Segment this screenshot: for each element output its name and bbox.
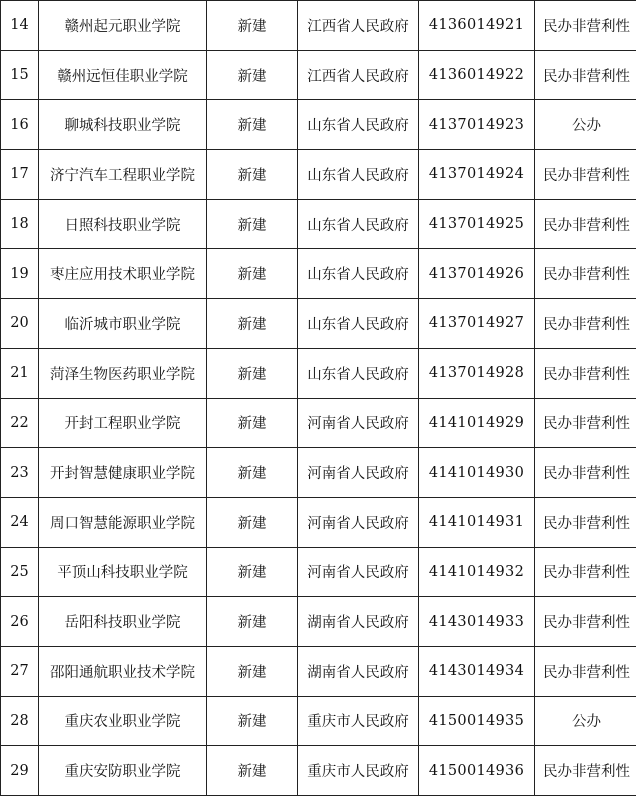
competent-authority-cell: 山东省人民政府 (298, 100, 419, 150)
school-code-cell: 4136014921 (419, 1, 535, 51)
establishment-type-cell: 新建 (207, 448, 298, 498)
row-index-cell: 28 (1, 696, 39, 746)
establishment-type-cell: 新建 (207, 100, 298, 150)
table-row (1, 50, 636, 100)
school-nature-cell: 民办非营利性 (535, 597, 636, 647)
table-row (1, 299, 636, 349)
college-name-cell: 周口智慧能源职业学院 (39, 497, 207, 547)
row-index-cell: 22 (1, 398, 39, 448)
table-row (1, 1, 636, 51)
college-table-body (1, 1, 636, 796)
school-nature-cell: 民办非营利性 (535, 448, 636, 498)
establishment-type-cell: 新建 (207, 696, 298, 746)
competent-authority-cell: 山东省人民政府 (298, 249, 419, 299)
college-name-cell: 枣庄应用技术职业学院 (39, 249, 207, 299)
school-nature-cell: 公办 (535, 100, 636, 150)
establishment-type-cell: 新建 (207, 398, 298, 448)
table-row (1, 696, 636, 746)
school-nature-cell: 民办非营利性 (535, 50, 636, 100)
school-nature-cell: 民办非营利性 (535, 150, 636, 200)
establishment-type-cell: 新建 (207, 249, 298, 299)
college-name-cell: 开封智慧健康职业学院 (39, 448, 207, 498)
row-index-cell: 18 (1, 199, 39, 249)
table-row (1, 199, 636, 249)
competent-authority-cell: 湖南省人民政府 (298, 597, 419, 647)
establishment-type-cell: 新建 (207, 50, 298, 100)
school-nature-cell: 民办非营利性 (535, 249, 636, 299)
competent-authority-cell: 重庆市人民政府 (298, 746, 419, 796)
row-index-cell: 15 (1, 50, 39, 100)
college-name-cell: 赣州起元职业学院 (39, 1, 207, 51)
row-index-cell: 16 (1, 100, 39, 150)
school-nature-cell: 民办非营利性 (535, 497, 636, 547)
competent-authority-cell: 山东省人民政府 (298, 150, 419, 200)
school-code-cell: 4143014934 (419, 646, 535, 696)
school-code-cell: 4136014922 (419, 50, 535, 100)
establishment-type-cell: 新建 (207, 746, 298, 796)
table-row (1, 150, 636, 200)
school-nature-cell: 民办非营利性 (535, 1, 636, 51)
college-name-cell: 重庆农业职业学院 (39, 696, 207, 746)
school-code-cell: 4141014930 (419, 448, 535, 498)
school-code-cell: 4137014928 (419, 348, 535, 398)
school-nature-cell: 公办 (535, 696, 636, 746)
competent-authority-cell: 湖南省人民政府 (298, 646, 419, 696)
college-name-cell: 临沂城市职业学院 (39, 299, 207, 349)
establishment-type-cell: 新建 (207, 150, 298, 200)
college-name-cell: 开封工程职业学院 (39, 398, 207, 448)
college-name-cell: 邵阳通航职业技术学院 (39, 646, 207, 696)
establishment-type-cell: 新建 (207, 348, 298, 398)
school-nature-cell: 民办非营利性 (535, 299, 636, 349)
school-nature-cell: 民办非营利性 (535, 199, 636, 249)
table-row (1, 398, 636, 448)
college-name-cell: 平顶山科技职业学院 (39, 547, 207, 597)
college-name-cell: 济宁汽车工程职业学院 (39, 150, 207, 200)
school-code-cell: 4141014931 (419, 497, 535, 547)
college-name-cell: 岳阳科技职业学院 (39, 597, 207, 647)
school-nature-cell: 民办非营利性 (535, 746, 636, 796)
establishment-type-cell: 新建 (207, 646, 298, 696)
school-code-cell: 4150014935 (419, 696, 535, 746)
competent-authority-cell: 河南省人民政府 (298, 448, 419, 498)
establishment-type-cell: 新建 (207, 1, 298, 51)
row-index-cell: 27 (1, 646, 39, 696)
row-index-cell: 29 (1, 746, 39, 796)
competent-authority-cell: 江西省人民政府 (298, 1, 419, 51)
table-row (1, 448, 636, 498)
school-code-cell: 4141014929 (419, 398, 535, 448)
competent-authority-cell: 山东省人民政府 (298, 348, 419, 398)
competent-authority-cell: 河南省人民政府 (298, 547, 419, 597)
college-name-cell: 聊城科技职业学院 (39, 100, 207, 150)
row-index-cell: 17 (1, 150, 39, 200)
school-code-cell: 4143014933 (419, 597, 535, 647)
table-row (1, 100, 636, 150)
row-index-cell: 21 (1, 348, 39, 398)
school-code-cell: 4137014927 (419, 299, 535, 349)
school-nature-cell: 民办非营利性 (535, 547, 636, 597)
establishment-type-cell: 新建 (207, 597, 298, 647)
school-nature-cell: 民办非营利性 (535, 398, 636, 448)
competent-authority-cell: 山东省人民政府 (298, 199, 419, 249)
college-name-cell: 日照科技职业学院 (39, 199, 207, 249)
college-name-cell: 重庆安防职业学院 (39, 746, 207, 796)
table-row (1, 646, 636, 696)
school-code-cell: 4137014923 (419, 100, 535, 150)
table-row (1, 497, 636, 547)
table-row (1, 746, 636, 796)
establishment-type-cell: 新建 (207, 299, 298, 349)
competent-authority-cell: 江西省人民政府 (298, 50, 419, 100)
college-name-cell: 菏泽生物医药职业学院 (39, 348, 207, 398)
row-index-cell: 14 (1, 1, 39, 51)
row-index-cell: 24 (1, 497, 39, 547)
school-code-cell: 4150014936 (419, 746, 535, 796)
table-row (1, 348, 636, 398)
row-index-cell: 23 (1, 448, 39, 498)
row-index-cell: 26 (1, 597, 39, 647)
school-code-cell: 4137014924 (419, 150, 535, 200)
competent-authority-cell: 河南省人民政府 (298, 398, 419, 448)
row-index-cell: 19 (1, 249, 39, 299)
school-nature-cell: 民办非营利性 (535, 646, 636, 696)
competent-authority-cell: 山东省人民政府 (298, 299, 419, 349)
school-code-cell: 4141014932 (419, 547, 535, 597)
row-index-cell: 20 (1, 299, 39, 349)
establishment-type-cell: 新建 (207, 547, 298, 597)
table-row (1, 547, 636, 597)
table-row (1, 597, 636, 647)
competent-authority-cell: 河南省人民政府 (298, 497, 419, 547)
table-row (1, 249, 636, 299)
establishment-type-cell: 新建 (207, 199, 298, 249)
establishment-type-cell: 新建 (207, 497, 298, 547)
competent-authority-cell: 重庆市人民政府 (298, 696, 419, 746)
college-name-cell: 赣州远恒佳职业学院 (39, 50, 207, 100)
school-code-cell: 4137014926 (419, 249, 535, 299)
row-index-cell: 25 (1, 547, 39, 597)
school-nature-cell: 民办非营利性 (535, 348, 636, 398)
school-code-cell: 4137014925 (419, 199, 535, 249)
